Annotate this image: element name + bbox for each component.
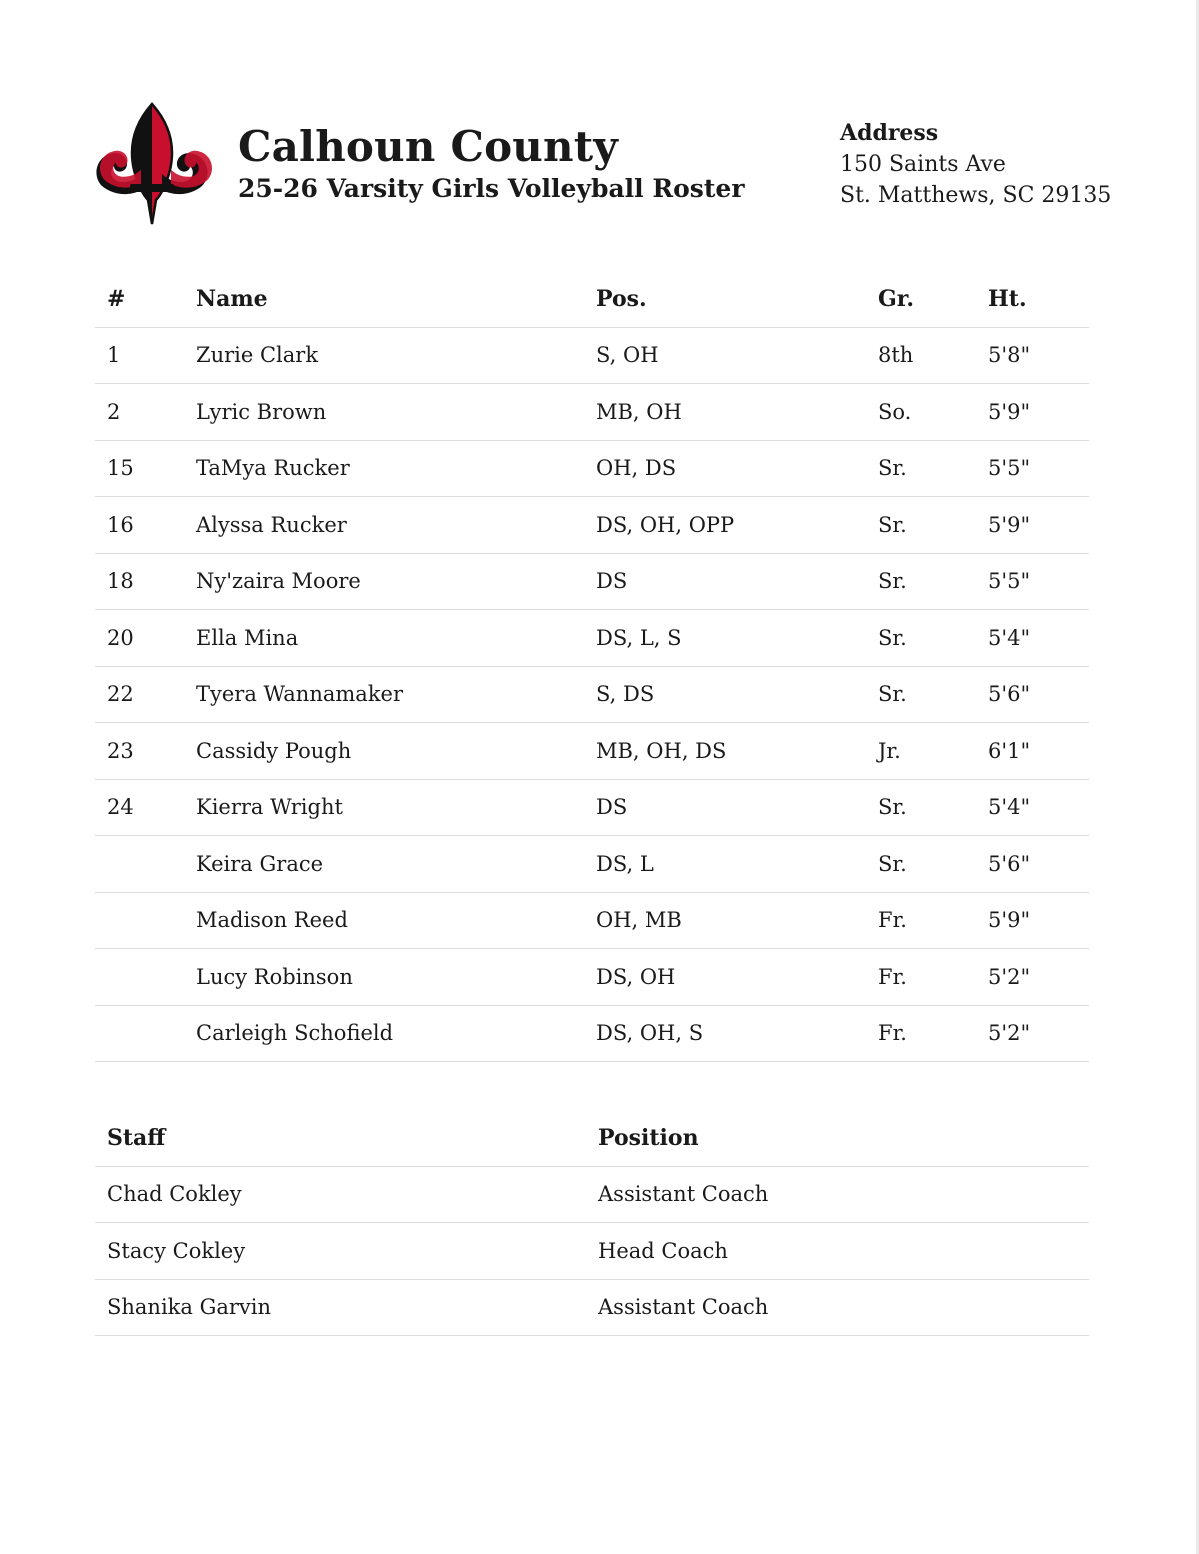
player-grade: Sr. — [866, 553, 976, 610]
player-height: 5'4" — [976, 610, 1089, 667]
player-height: 5'9" — [976, 384, 1089, 441]
player-name: Keira Grace — [184, 836, 584, 893]
player-position: DS, OH — [584, 949, 866, 1006]
table-row — [95, 779, 1089, 836]
staff-position: Assistant Coach — [586, 1279, 1089, 1336]
roster-subtitle: 25-26 Varsity Girls Volleyball Roster — [238, 174, 745, 203]
table-row — [95, 1005, 1089, 1062]
address-line-2: St. Matthews, SC 29135 — [840, 183, 1112, 208]
staff-header-row — [95, 1110, 1089, 1166]
col-header-height: Ht. — [976, 271, 1089, 327]
player-grade: Fr. — [866, 1005, 976, 1062]
address-label: Address — [840, 120, 939, 146]
player-position: OH, DS — [584, 440, 866, 497]
player-height: 6'1" — [976, 723, 1089, 780]
player-height: 5'5" — [976, 440, 1089, 497]
player-name: Tyera Wannamaker — [184, 666, 584, 723]
player-height: 5'2" — [976, 949, 1089, 1006]
table-row — [95, 1279, 1089, 1336]
address-line-1: 150 Saints Ave — [840, 152, 1006, 177]
player-position: OH, MB — [584, 892, 866, 949]
player-number — [95, 949, 184, 1006]
roster-body — [95, 327, 1089, 1062]
table-row — [95, 836, 1089, 893]
player-name: Ella Mina — [184, 610, 584, 667]
player-name: Carleigh Schofield — [184, 1005, 584, 1062]
fleur-band — [130, 184, 174, 192]
table-row — [95, 327, 1089, 384]
player-position: DS — [584, 779, 866, 836]
player-position: DS, L, S — [584, 610, 866, 667]
table-row — [95, 553, 1089, 610]
player-name: Madison Reed — [184, 892, 584, 949]
player-grade: Sr. — [866, 497, 976, 554]
player-name: Alyssa Rucker — [184, 497, 584, 554]
player-grade: Fr. — [866, 892, 976, 949]
player-height: 5'9" — [976, 892, 1089, 949]
table-row — [95, 723, 1089, 780]
player-height: 5'2" — [976, 1005, 1089, 1062]
page-title: Calhoun County — [238, 122, 618, 171]
fleur-de-lis-icon — [92, 100, 216, 226]
player-height: 5'6" — [976, 836, 1089, 893]
player-height: 5'8" — [976, 327, 1089, 384]
player-position: MB, OH — [584, 384, 866, 441]
player-number: 1 — [95, 327, 184, 384]
player-name: Lucy Robinson — [184, 949, 584, 1006]
address-block — [840, 118, 1111, 211]
staff-position: Assistant Coach — [586, 1166, 1089, 1223]
player-number — [95, 892, 184, 949]
player-number — [95, 836, 184, 893]
player-grade: 8th — [866, 327, 976, 384]
player-number: 2 — [95, 384, 184, 441]
player-grade: Sr. — [866, 610, 976, 667]
staff-body — [95, 1166, 1089, 1336]
player-height: 5'4" — [976, 779, 1089, 836]
staff-name: Shanika Garvin — [95, 1279, 586, 1336]
table-row — [95, 949, 1089, 1006]
staff-name: Chad Cokley — [95, 1166, 586, 1223]
player-position: DS, OH, S — [584, 1005, 866, 1062]
table-row — [95, 610, 1089, 667]
player-position: S, DS — [584, 666, 866, 723]
player-position: S, OH — [584, 327, 866, 384]
roster-table — [95, 271, 1089, 1062]
table-row — [95, 384, 1089, 441]
player-grade: Sr. — [866, 836, 976, 893]
player-height: 5'6" — [976, 666, 1089, 723]
table-row — [95, 440, 1089, 497]
player-position: DS — [584, 553, 866, 610]
player-grade: Fr. — [866, 949, 976, 1006]
player-position: DS, L — [584, 836, 866, 893]
player-number: 24 — [95, 779, 184, 836]
col-header-number: # — [95, 271, 184, 327]
table-row — [95, 1223, 1089, 1280]
player-name: Lyric Brown — [184, 384, 584, 441]
col-header-position: Pos. — [584, 271, 866, 327]
staff-position: Head Coach — [586, 1223, 1089, 1280]
player-name: TaMya Rucker — [184, 440, 584, 497]
player-height: 5'5" — [976, 553, 1089, 610]
player-name: Zurie Clark — [184, 327, 584, 384]
table-row — [95, 666, 1089, 723]
player-name: Ny'zaira Moore — [184, 553, 584, 610]
player-number: 23 — [95, 723, 184, 780]
fleur-de-lis-shape — [96, 104, 212, 224]
player-number: 22 — [95, 666, 184, 723]
col-header-name: Name — [184, 271, 584, 327]
player-height: 5'9" — [976, 497, 1089, 554]
player-number — [95, 1005, 184, 1062]
player-name: Kierra Wright — [184, 779, 584, 836]
player-grade: Sr. — [866, 440, 976, 497]
player-number: 20 — [95, 610, 184, 667]
staff-name: Stacy Cokley — [95, 1223, 586, 1280]
player-grade: Jr. — [866, 723, 976, 780]
table-row — [95, 497, 1089, 554]
col-header-staff: Staff — [95, 1110, 586, 1166]
player-position: MB, OH, DS — [584, 723, 866, 780]
table-row — [95, 892, 1089, 949]
roster-header-row — [95, 271, 1089, 327]
player-grade: Sr. — [866, 779, 976, 836]
player-number: 15 — [95, 440, 184, 497]
player-number: 18 — [95, 553, 184, 610]
col-header-grade: Gr. — [866, 271, 976, 327]
staff-table — [95, 1110, 1089, 1336]
player-position: DS, OH, OPP — [584, 497, 866, 554]
table-row — [95, 1166, 1089, 1223]
player-grade: So. — [866, 384, 976, 441]
col-header-staff-position: Position — [586, 1110, 1089, 1166]
player-name: Cassidy Pough — [184, 723, 584, 780]
player-number: 16 — [95, 497, 184, 554]
player-grade: Sr. — [866, 666, 976, 723]
